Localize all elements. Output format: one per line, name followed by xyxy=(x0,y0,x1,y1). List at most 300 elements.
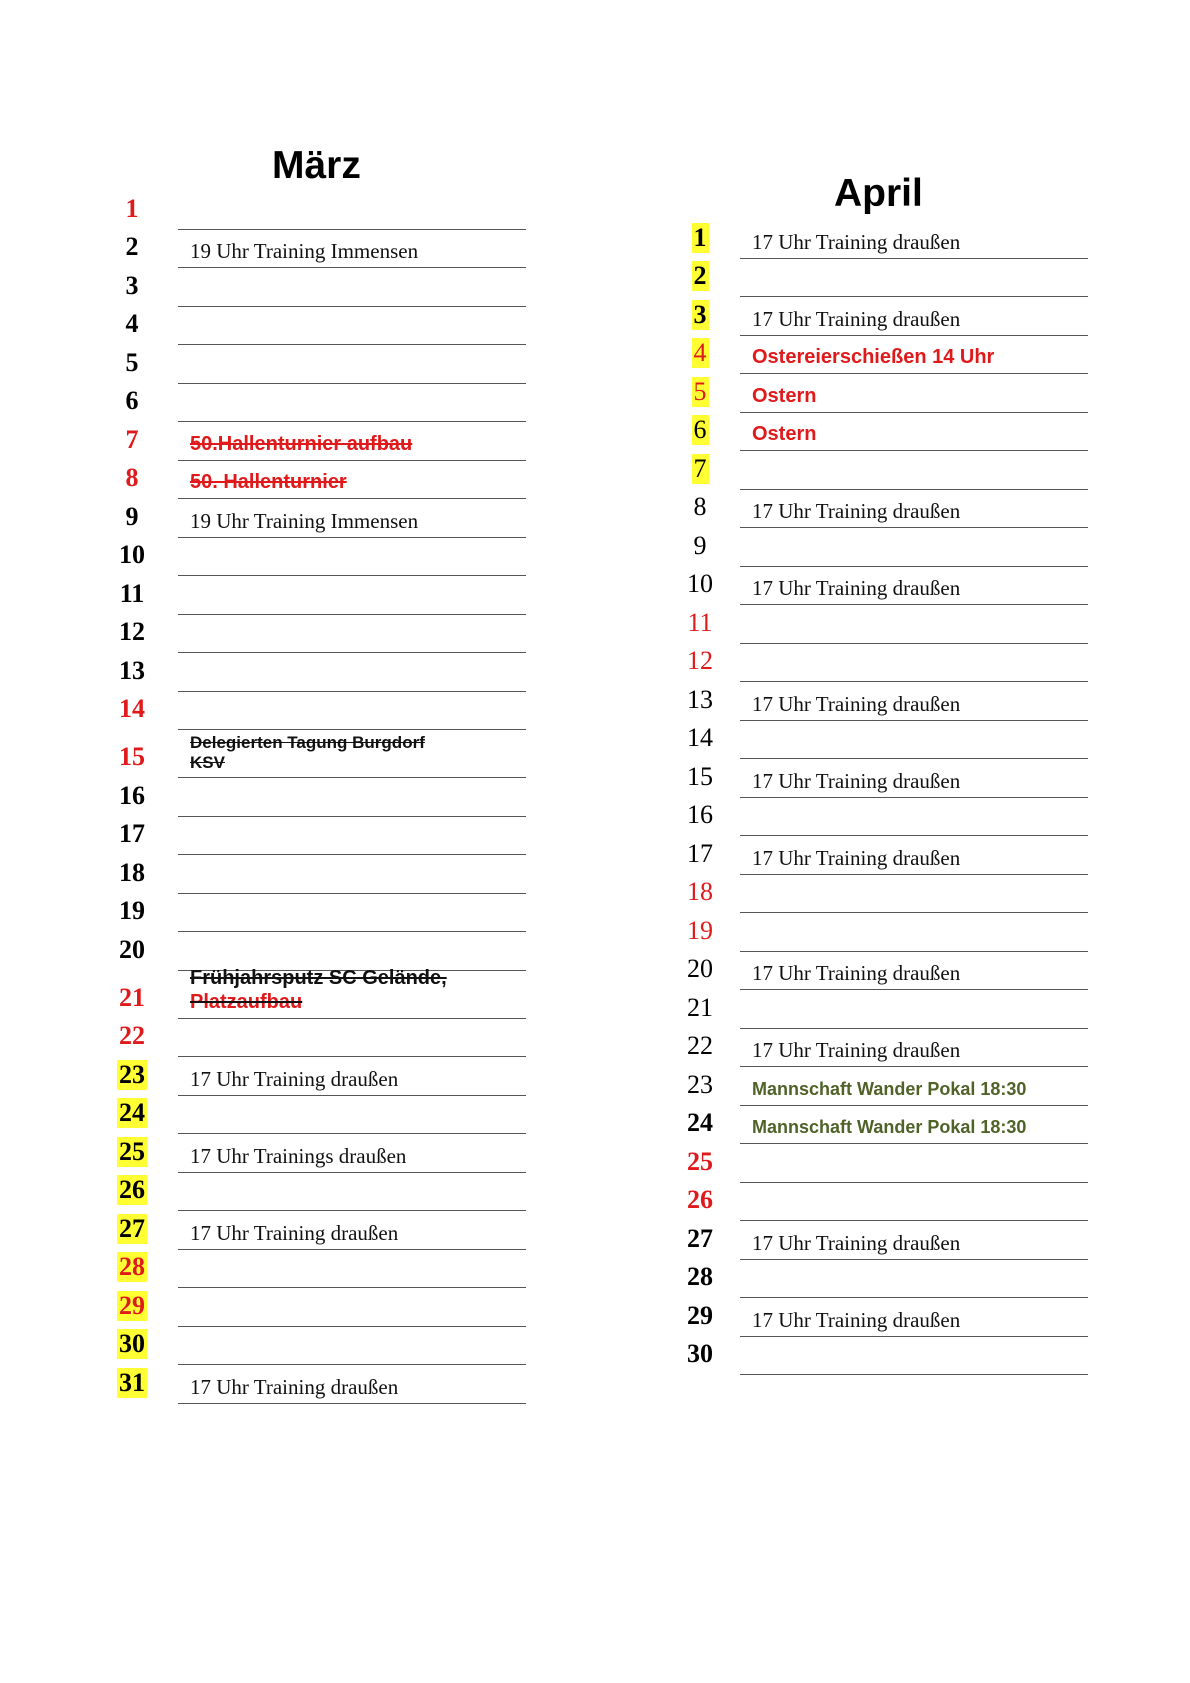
entry-line-1: 50.Hallenturnier aufbau xyxy=(190,432,413,455)
day-row xyxy=(112,191,152,230)
day-number-text: 22 xyxy=(687,1031,713,1060)
day-entry-field[interactable] xyxy=(178,730,526,778)
day-number xyxy=(112,1137,152,1167)
day-entry-field[interactable] xyxy=(740,1337,1088,1376)
day-entry-text xyxy=(740,576,960,600)
day-number xyxy=(680,569,720,599)
entry-line-1: 19 Uhr Training Immensen xyxy=(190,508,419,533)
day-row xyxy=(680,759,961,798)
day-row xyxy=(112,576,152,615)
day-number-text: 11 xyxy=(687,607,713,637)
day-number xyxy=(680,223,720,253)
day-entry-text xyxy=(178,239,418,263)
day-number xyxy=(112,858,152,888)
day-row xyxy=(112,268,152,307)
april-calendar-column xyxy=(680,220,1027,1375)
day-number-text: 5 xyxy=(693,376,707,406)
day-row xyxy=(112,932,152,971)
day-entry-field[interactable] xyxy=(740,1260,1088,1299)
day-row xyxy=(112,1096,152,1135)
day-number-text: 7 xyxy=(125,424,139,454)
day-number xyxy=(112,1291,152,1321)
day-row xyxy=(112,894,152,933)
month-title-maerz: März xyxy=(272,144,361,187)
day-number-text: 20 xyxy=(687,954,713,983)
day-row xyxy=(680,528,720,567)
day-number xyxy=(680,646,720,676)
day-row xyxy=(112,499,419,538)
day-number xyxy=(680,531,720,561)
day-entry-field[interactable] xyxy=(740,259,1088,298)
day-entry-text xyxy=(178,1375,398,1399)
day-row xyxy=(680,1337,720,1376)
day-row xyxy=(112,307,152,346)
day-number xyxy=(680,916,720,946)
day-entry-field[interactable] xyxy=(178,384,526,423)
day-number xyxy=(112,1021,152,1051)
day-entry-field[interactable] xyxy=(178,894,526,933)
entry-line-1: 17 Uhr Trainings draußen xyxy=(190,1143,407,1168)
day-entry-text xyxy=(740,384,816,408)
day-number-text: 16 xyxy=(119,780,145,810)
day-row xyxy=(112,384,152,423)
day-entry-text xyxy=(740,1038,960,1062)
day-entry-field[interactable] xyxy=(178,1250,526,1289)
day-number-text: 19 xyxy=(687,915,713,945)
day-row xyxy=(112,230,419,269)
day-entry-field[interactable] xyxy=(178,538,526,577)
maerz-calendar-column xyxy=(112,191,447,1404)
entry-line-1: Delegierten Tagung Burgdorf xyxy=(190,733,425,752)
entry-line-1: Mannschaft Wander Pokal 18:30 xyxy=(752,1117,1027,1137)
day-number-text: 15 xyxy=(119,742,145,771)
day-number-text: 15 xyxy=(687,761,713,791)
day-number-text: 27 xyxy=(687,1223,713,1253)
day-number-text: 6 xyxy=(125,386,139,415)
day-number xyxy=(112,742,152,772)
day-entry-text xyxy=(740,961,960,985)
day-number-text: 29 xyxy=(687,1300,713,1330)
day-row xyxy=(680,952,961,991)
day-row xyxy=(680,605,720,644)
day-number-text: 2 xyxy=(693,261,707,290)
day-row xyxy=(680,374,817,413)
day-row xyxy=(680,259,720,298)
entry-line-1: 17 Uhr Training draußen xyxy=(752,1230,961,1255)
day-entry-field[interactable] xyxy=(178,1365,526,1404)
day-entry-text xyxy=(740,307,960,331)
day-number xyxy=(112,1252,152,1282)
day-number xyxy=(112,386,152,416)
day-entry-text xyxy=(740,846,960,870)
entry-line-1: 50. Hallenturnier xyxy=(190,471,347,493)
day-number xyxy=(112,502,152,532)
day-entry-field[interactable] xyxy=(740,451,1088,490)
day-row xyxy=(112,1134,407,1173)
day-entry-field[interactable] xyxy=(178,1134,526,1173)
day-number-text: 3 xyxy=(125,270,139,300)
day-row xyxy=(680,451,720,490)
day-number xyxy=(112,309,152,339)
day-number-text: 4 xyxy=(693,338,707,367)
day-number xyxy=(680,338,720,368)
day-entry-text xyxy=(178,509,418,533)
day-number-text: 9 xyxy=(693,530,707,560)
day-number xyxy=(680,723,720,753)
day-entry-field[interactable] xyxy=(740,490,1088,529)
day-number xyxy=(680,492,720,522)
entry-line-2: KSV xyxy=(190,753,225,772)
day-number-text: 1 xyxy=(125,193,139,223)
day-entry-field[interactable] xyxy=(740,644,1088,683)
day-number xyxy=(680,300,720,330)
day-number xyxy=(112,425,152,455)
day-entry-field[interactable] xyxy=(178,1327,526,1366)
day-entry-field[interactable] xyxy=(740,682,1088,721)
day-row xyxy=(680,567,961,606)
day-number-text: 27 xyxy=(119,1213,145,1243)
day-number xyxy=(112,896,152,926)
entry-line-1: 17 Uhr Training draußen xyxy=(752,229,961,254)
day-entry-field[interactable] xyxy=(178,576,526,615)
day-row xyxy=(112,1288,152,1327)
day-number-text: 4 xyxy=(125,309,139,338)
day-entry-field[interactable] xyxy=(740,1106,1088,1145)
day-number-text: 29 xyxy=(119,1290,145,1320)
day-number xyxy=(680,1070,720,1100)
day-row xyxy=(112,1365,399,1404)
day-entry-field[interactable] xyxy=(740,721,1088,760)
day-number-text: 3 xyxy=(693,299,707,329)
day-number-text: 8 xyxy=(693,492,707,521)
day-entry-field[interactable] xyxy=(740,1298,1088,1337)
day-row xyxy=(112,1327,152,1366)
day-row xyxy=(680,1183,720,1222)
day-row xyxy=(680,798,720,837)
day-number xyxy=(112,540,152,570)
day-number-text: 13 xyxy=(687,684,713,714)
day-number-text: 6 xyxy=(693,415,707,444)
day-row xyxy=(112,1019,152,1058)
day-number-text: 18 xyxy=(119,857,145,887)
day-row xyxy=(680,336,995,375)
day-number-text: 2 xyxy=(125,232,139,261)
day-number-text: 24 xyxy=(119,1098,145,1127)
day-number xyxy=(112,579,152,609)
day-entry-field[interactable] xyxy=(740,1144,1088,1183)
entry-line-1: 17 Uhr Training draußen xyxy=(752,306,961,331)
day-row xyxy=(680,1221,961,1260)
day-entry-field[interactable] xyxy=(178,1211,526,1250)
day-entry-field[interactable] xyxy=(178,1096,526,1135)
day-entry-field[interactable] xyxy=(740,374,1088,413)
day-row xyxy=(680,990,720,1029)
day-number xyxy=(680,1108,720,1138)
day-entry-field[interactable] xyxy=(740,1183,1088,1222)
day-row xyxy=(680,1029,961,1068)
day-number-text: 25 xyxy=(687,1146,713,1176)
day-number-text: 26 xyxy=(119,1175,145,1204)
day-row xyxy=(680,721,720,760)
day-number-text: 12 xyxy=(687,646,713,675)
entry-line-1: 17 Uhr Training draußen xyxy=(190,1220,399,1245)
day-row xyxy=(680,644,720,683)
day-number xyxy=(112,1214,152,1244)
day-entry-field[interactable] xyxy=(178,230,526,269)
day-number xyxy=(112,1329,152,1359)
day-entry-field[interactable] xyxy=(740,952,1088,991)
day-entry-text xyxy=(740,1077,1026,1101)
day-number xyxy=(680,1262,720,1292)
day-entry-field[interactable] xyxy=(178,1019,526,1058)
day-row xyxy=(680,1298,961,1337)
entry-line-1: 17 Uhr Training draußen xyxy=(752,1307,961,1332)
day-row xyxy=(680,836,961,875)
day-entry-text xyxy=(178,733,425,773)
day-number xyxy=(112,1175,152,1205)
day-number-text: 9 xyxy=(125,501,139,531)
day-entry-field[interactable] xyxy=(178,855,526,894)
day-entry-field[interactable] xyxy=(178,615,526,654)
day-entry-field[interactable] xyxy=(740,567,1088,606)
entry-line-2: Platzaufbau xyxy=(190,990,303,1013)
day-number-text: 14 xyxy=(119,694,145,723)
day-number xyxy=(112,1368,152,1398)
day-number xyxy=(112,819,152,849)
day-entry-field[interactable] xyxy=(740,990,1088,1029)
day-number-text: 23 xyxy=(119,1059,145,1089)
day-entry-field[interactable] xyxy=(178,692,526,731)
day-entry-field[interactable] xyxy=(740,798,1088,837)
day-entry-field[interactable] xyxy=(740,297,1088,336)
day-entry-field[interactable] xyxy=(740,605,1088,644)
day-row xyxy=(112,730,425,778)
day-row xyxy=(112,461,347,500)
day-entry-field[interactable] xyxy=(740,875,1088,914)
entry-line-1: 19 Uhr Training Immensen xyxy=(190,239,419,263)
entry-line-1: 17 Uhr Training draußen xyxy=(752,576,961,600)
day-number xyxy=(112,232,152,262)
day-entry-text xyxy=(178,432,412,456)
day-entry-text xyxy=(740,422,816,446)
day-entry-text xyxy=(740,1308,960,1332)
entry-line-1: 17 Uhr Training draußen xyxy=(752,845,961,870)
day-number-text: 25 xyxy=(119,1136,145,1166)
day-row xyxy=(680,1260,720,1299)
day-entry-text xyxy=(740,345,994,369)
day-number-text: 23 xyxy=(687,1069,713,1099)
month-title-april: April xyxy=(834,172,923,215)
entry-line-1: 17 Uhr Training draußen xyxy=(190,1374,399,1399)
entry-line-1: 17 Uhr Training draußen xyxy=(752,1038,961,1062)
day-number xyxy=(680,377,720,407)
day-number-text: 20 xyxy=(119,934,145,964)
entry-line-1: 17 Uhr Training draußen xyxy=(752,499,961,523)
day-number xyxy=(112,935,152,965)
day-number-text: 13 xyxy=(119,655,145,685)
entry-line-1: 17 Uhr Training draußen xyxy=(190,1066,399,1091)
entry-line-1: Mannschaft Wander Pokal 18:30 xyxy=(752,1078,1027,1099)
day-number-text: 8 xyxy=(125,463,139,492)
day-number xyxy=(112,194,152,224)
day-number-text: 14 xyxy=(687,723,713,752)
day-row xyxy=(680,490,961,529)
day-entry-text xyxy=(178,1067,398,1091)
day-entry-text xyxy=(740,769,960,793)
day-entry-field[interactable] xyxy=(178,422,526,461)
day-number xyxy=(680,1301,720,1331)
day-number-text: 28 xyxy=(119,1252,145,1281)
day-number-text: 17 xyxy=(119,819,145,848)
day-entry-field[interactable] xyxy=(740,336,1088,375)
day-number-text: 22 xyxy=(119,1021,145,1050)
day-entry-text xyxy=(740,230,960,254)
day-entry-field[interactable] xyxy=(178,778,526,817)
day-number xyxy=(112,983,152,1013)
day-number-text: 11 xyxy=(119,578,145,608)
day-row xyxy=(680,220,961,259)
day-row xyxy=(112,778,152,817)
day-entry-field[interactable] xyxy=(178,653,526,692)
day-row xyxy=(680,1106,1027,1145)
day-number xyxy=(112,617,152,647)
day-number-text: 21 xyxy=(119,982,145,1012)
day-number-text: 30 xyxy=(119,1329,145,1358)
day-number xyxy=(680,1224,720,1254)
day-number xyxy=(680,261,720,291)
day-number xyxy=(680,877,720,907)
day-entry-text xyxy=(740,499,960,523)
day-entry-field[interactable] xyxy=(178,966,526,1019)
day-entry-field[interactable] xyxy=(178,817,526,856)
day-row xyxy=(112,653,152,692)
day-number-text: 10 xyxy=(119,540,145,569)
day-number xyxy=(112,463,152,493)
day-number xyxy=(680,762,720,792)
day-row xyxy=(112,692,152,731)
day-number-text: 31 xyxy=(119,1367,145,1397)
day-entry-text xyxy=(178,470,347,494)
day-number-text: 30 xyxy=(687,1339,713,1368)
day-number xyxy=(112,694,152,724)
day-row xyxy=(112,422,413,461)
day-number xyxy=(680,1339,720,1369)
day-entry-field[interactable] xyxy=(178,307,526,346)
day-number-text: 18 xyxy=(687,877,713,906)
day-row xyxy=(680,1067,1027,1106)
day-number xyxy=(680,608,720,638)
day-row xyxy=(680,682,961,721)
day-number-text: 17 xyxy=(687,838,713,868)
day-entry-field[interactable] xyxy=(740,528,1088,567)
day-row xyxy=(112,345,152,384)
day-number xyxy=(112,348,152,378)
day-number-text: 10 xyxy=(687,569,713,598)
day-entry-text xyxy=(740,1115,1026,1139)
day-row xyxy=(112,966,447,1019)
day-row xyxy=(680,913,720,952)
day-row xyxy=(112,1173,152,1212)
day-entry-field[interactable] xyxy=(740,413,1088,452)
day-entry-field[interactable] xyxy=(178,461,526,500)
entry-line-1: Ostereierschießen 14 Uhr xyxy=(752,346,995,368)
day-row xyxy=(112,1250,152,1289)
day-entry-field[interactable] xyxy=(740,913,1088,952)
day-entry-field[interactable] xyxy=(740,1221,1088,1260)
day-entry-field[interactable] xyxy=(178,1173,526,1212)
day-row xyxy=(680,413,817,452)
day-number xyxy=(112,1060,152,1090)
day-number xyxy=(680,954,720,984)
day-number-text: 21 xyxy=(687,992,713,1022)
day-number xyxy=(680,993,720,1023)
day-number xyxy=(112,656,152,686)
day-entry-text xyxy=(178,1144,406,1168)
entry-line-1: 17 Uhr Training draußen xyxy=(752,768,961,793)
day-number-text: 5 xyxy=(125,347,139,377)
day-number xyxy=(680,839,720,869)
day-row xyxy=(680,297,961,336)
day-number-text: 12 xyxy=(119,617,145,646)
day-entry-text xyxy=(740,1231,960,1255)
day-entry-field[interactable] xyxy=(178,1288,526,1327)
day-row xyxy=(112,1211,399,1250)
day-row xyxy=(112,817,152,856)
day-entry-field[interactable] xyxy=(178,499,526,538)
day-row xyxy=(112,1057,399,1096)
day-entry-field[interactable] xyxy=(740,836,1088,875)
day-number-text: 1 xyxy=(693,222,707,252)
day-number xyxy=(680,1185,720,1215)
entry-line-1: Frühjahrsputz SC Gelände, xyxy=(190,966,447,989)
day-number xyxy=(680,415,720,445)
day-row xyxy=(680,1144,720,1183)
day-entry-field[interactable] xyxy=(178,1057,526,1096)
entry-line-1: 17 Uhr Training draußen xyxy=(752,691,961,716)
day-row xyxy=(112,615,152,654)
day-entry-text xyxy=(178,966,447,1014)
day-number xyxy=(680,1031,720,1061)
day-entry-field[interactable] xyxy=(740,1067,1088,1106)
day-number-text: 28 xyxy=(687,1262,713,1291)
day-number xyxy=(112,1098,152,1128)
day-row xyxy=(112,538,152,577)
day-number-text: 19 xyxy=(119,896,145,925)
day-entry-field[interactable] xyxy=(178,268,526,307)
entry-line-1: Ostern xyxy=(752,384,817,407)
day-number xyxy=(112,781,152,811)
day-number xyxy=(112,271,152,301)
day-number xyxy=(680,454,720,484)
day-row xyxy=(112,855,152,894)
day-row xyxy=(680,875,720,914)
day-number-text: 7 xyxy=(693,453,707,483)
day-entry-field[interactable] xyxy=(178,345,526,384)
day-entry-field[interactable] xyxy=(740,220,1088,259)
day-number xyxy=(680,685,720,715)
day-entry-field[interactable] xyxy=(740,759,1088,798)
day-entry-field[interactable] xyxy=(178,191,526,230)
entry-line-1: 17 Uhr Training draußen xyxy=(752,961,961,985)
day-number xyxy=(680,1147,720,1177)
entry-line-1: Ostern xyxy=(752,423,817,445)
day-entry-text xyxy=(740,692,960,716)
day-number xyxy=(680,800,720,830)
day-number-text: 26 xyxy=(687,1185,713,1214)
day-entry-text xyxy=(178,1221,398,1245)
day-entry-field[interactable] xyxy=(740,1029,1088,1068)
day-number-text: 24 xyxy=(687,1108,713,1137)
